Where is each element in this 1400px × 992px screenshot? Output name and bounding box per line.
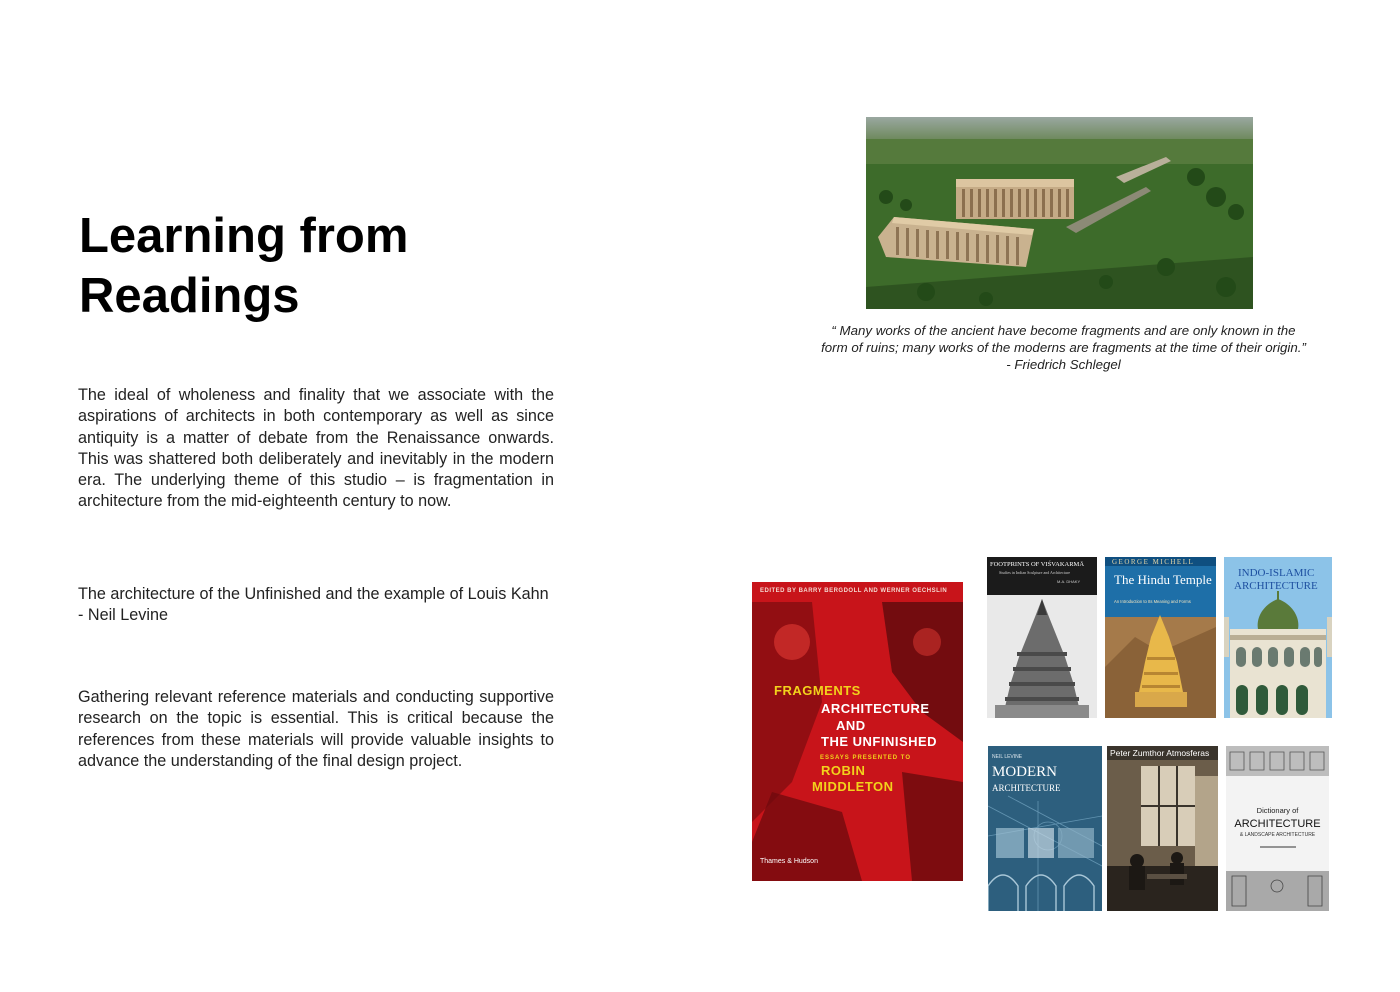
footprints-author: M.A. DHAKY: [1057, 579, 1081, 584]
footprints-title: FOOTPRINTS OF VIŚVAKARMĀ: [990, 561, 1085, 568]
fragments-honoree-2: MIDDLETON: [812, 779, 894, 794]
modern-title-2: ARCHITECTURE: [992, 783, 1061, 793]
fragments-publisher: Thames & Hudson: [760, 858, 818, 865]
hindu-author: GEORGE MICHELL: [1112, 558, 1195, 566]
book-cover-modern-architecture: [988, 746, 1102, 911]
fragments-title-4: THE UNFINISHED: [821, 734, 938, 749]
fragments-subtitle: ESSAYS PRESENTED TO: [820, 755, 912, 761]
hindu-title: The Hindu Temple: [1114, 572, 1212, 587]
zumthor-title: Peter Zumthor Atmosferas: [1110, 748, 1210, 758]
book-cover-dictionary: [1226, 746, 1329, 911]
indo-title-2: ARCHITECTURE: [1234, 580, 1318, 592]
temple-ruins-photo: [866, 117, 1253, 309]
title-line-1: Learning from: [79, 209, 409, 263]
intro-paragraph: The ideal of wholeness and finality that we associate with the aspirations of architects in both contemporary as well as since antiquity is a matter of debate from the Renaissance onwards. This was shattered both deliberately and inevitably in the modern era. The underlying theme of this studio – is fragmentation in architecture from the mid-eighteenth century to now.: [78, 386, 554, 511]
fragments-title-2: ARCHITECTURE: [821, 701, 930, 716]
modern-author: NEIL LEVINE: [992, 754, 1023, 760]
schlegel-quote: [780, 322, 1347, 373]
book-cover-hindu-temple: [1105, 557, 1216, 718]
research-paragraph: Gathering relevant reference materials and conducting supportive research on the topic is essential. This is critical because the references from these materials will provide valuable insights to advance the understanding of the final design project.: [78, 688, 554, 770]
title-line-2: Readings: [79, 269, 300, 323]
dict-line-1: Dictionary of: [1256, 806, 1299, 815]
dict-line-3: & LANDSCAPE ARCHITECTURE: [1239, 832, 1316, 838]
page-title: [79, 206, 408, 326]
quote-attribution: - Friedrich Schlegel: [1006, 357, 1121, 372]
fragments-title-3: AND: [836, 718, 866, 733]
hindu-subtitle: An Introduction to Its Meaning and Forms: [1114, 599, 1191, 604]
book-cover-fragments: [752, 582, 963, 881]
dict-line-2: ARCHITECTURE: [1234, 818, 1321, 830]
footprints-subtitle: Studies in Indian Sculpture and Architecture: [999, 570, 1070, 575]
modern-title-1: MODERN: [992, 764, 1058, 780]
book-cover-indo-islamic: [1224, 557, 1332, 718]
quote-line-2: form of ruins; many works of the moderns are fragments at the time of their origin.”: [821, 340, 1306, 355]
fragments-honoree-1: ROBIN: [821, 763, 866, 778]
reading-reference: The architecture of the Unfinished and the example of Louis Kahn - Neil Levine: [78, 585, 549, 625]
indo-title-1: INDO-ISLAMIC: [1238, 567, 1315, 579]
fragments-title-1: FRAGMENTS: [774, 683, 861, 698]
book-cover-footprints: [987, 557, 1097, 718]
quote-line-1: “ Many works of the ancient have become fragments and are only known in the: [831, 323, 1296, 338]
book-cover-zumthor: [1107, 746, 1218, 911]
fragments-editors: EDITED BY BARRY BERGDOLL AND WERNER OECHSLIN: [760, 588, 948, 594]
